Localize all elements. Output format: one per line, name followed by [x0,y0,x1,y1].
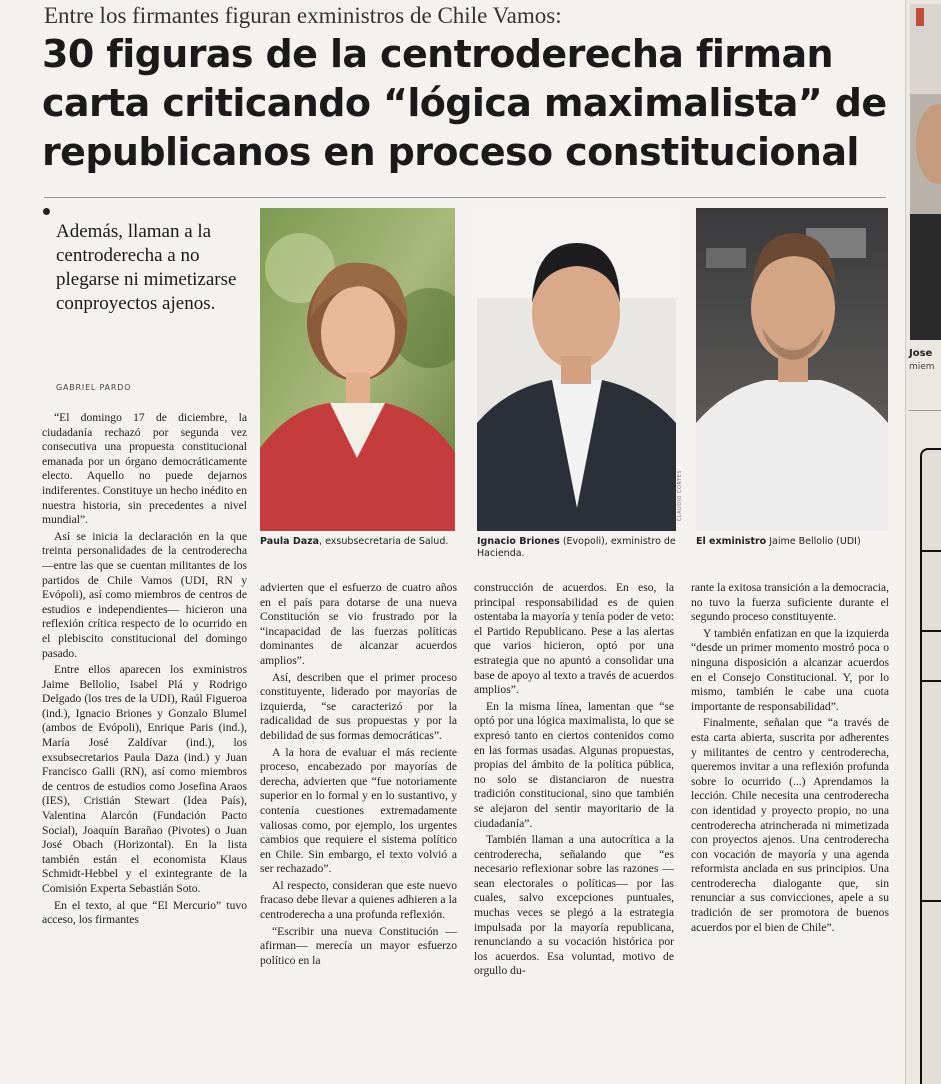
caption-name: Ignacio Briones [477,536,560,547]
paragraph: Así se inicia la declaración en la que treinta personalidades de la centroderecha —entre las que se cuentan militantes de los partidos de Chile Vamos (UDI, RN y Evópoli), así como miembros de centros de estudios e independientes— hicieron una reflexión crítica respecto de lo ocurrido en el plebiscito constitucional del domingo pasado. [42,529,247,660]
byline: GABRIEL PARDO [56,383,132,392]
body-column-3 [474,581,674,1081]
paragraph: construcción de acuerdos. En eso, la principal responsabilidad es de quien ostentaba la mayoría y tenía poder de veto: el Partido Republicano. Pese a las alertas que varios hicieron, optó por una estrategia que no apuntó a consolidar una base de apoyo al texto a través de acuerdos amplios”. [474,581,674,697]
body-column-2 [260,581,457,1081]
paragraph: También llaman a una autocrítica a la centroderecha, señalando que “es necesario reflexionar sobre las razones —sean electorales o políticas— por las cuales, salvo excepciones puntuales, muchas veces se plegó a la estrategia impulsada por la mayoría republicana, renunciando a su vocación histórica por los acuerdos. Esa voluntad, motivo de orgullo du- [474,833,674,978]
headline [42,30,902,177]
adjacent-box [920,448,941,1084]
caption-name: El exministro [696,536,767,547]
headline-line-1: 30 figuras de la centroderecha firman [42,32,833,76]
kicker: Entre los firmantes figuran exministros de Chile Vamos: [44,3,562,28]
body-column-1 [42,411,247,1081]
paragraph: En la misma línea, lamentan que “se optó por una lógica maximalista, lo que se expresó tanto en ciertos contenidos como en las formas usadas. Algunas propuestas, propias del ámbito de la política pública, no solo se distanciaron de nuestra tradición constitucional, sino que también se alejaron del sentir mayoritario de la ciudadanía”. [474,699,674,830]
adjacent-caption-name: Jose [909,348,933,359]
photo-caption-1 [260,536,455,548]
paragraph: Al respecto, consideran que este nuevo fracaso debe llevar a quienes adhieren a la centroderecha a una profunda reflexión. [260,878,457,922]
photo-caption-3 [696,536,888,548]
paragraph: “Escribir una nueva Constitución —afirman— merecía un mayor esfuerzo político en la [260,924,457,967]
headline-divider [44,197,886,198]
body-column-4 [691,581,889,1081]
paragraph: Así, describen que el primer proceso constituyente, liderado por mayorías de izquierda, “se caracterizó por la radicalidad de sus propuestas y por la debilidad de sus formas democráticas”. [260,670,457,742]
paragraph: rante la exitosa transición a la democracia, no tuvo la fuerza suficiente durante el segundo proceso constituyente. [691,581,889,624]
paragraph: A la hora de evaluar el más reciente proceso, encabezado por mayorías de derecha, advierten que “fue notoriamente superior en lo formal y en lo sustantivo, y contenía cuestiones extremadamente valiosas como, por ejemplo, los urgentes cambios que requiere el sistema político en Chile. Sin embargo, el texto volvió a ser rechazado”. [260,745,457,876]
photo-ignacio-briones [477,208,676,531]
photo-jaime-bellolio [696,208,888,531]
adjacent-caption-sub: miem [909,362,935,372]
paragraph: “El domingo 17 de diciembre, la ciudadanía rechazó por segunda vez consecutiva una propuesta constitucional emanada por un órgano democráticamente electo. Aquello no puede dejarnos indiferentes. Constituye un hecho inédito en nuestra historia, sin precedentes a nivel mundial”. [42,411,247,527]
paragraph: Finalmente, señalan que “a través de esta carta abierta, suscrita por adherentes y militantes de centro y centroderecha, queremos invitar a una reflexión profunda sobre lo ocurrido (...) Aprendamos la lección. Chile necesita una centroderecha con identidad y proyecto propio, no una centroderecha atrincherada ni mimetizada con proyectos ajenos. Una centroderecha con vocación de mayoría y una agenda reformista anclada en sus principios. Una centroderecha dialogante que, sin renunciar a sus convicciones, apele a su tradición de ser promotora de buenos acuerdos por el bien de Chile”. [691,716,889,934]
adjacent-article-strip [905,0,941,1084]
photo-paula-daza [260,208,455,531]
caption-desc: Jaime Bellolio (UDI) [766,536,861,547]
subheadline: Además, llaman a la centroderecha a no plegarse ni mimetizarse conproyectos ajenos. [56,221,237,314]
caption-name: Paula Daza [260,536,320,547]
paragraph: Y también enfatizan en que la izquierda “desde un primer momento mostró poca o ninguna disposición a alcanzar acuerdos en el Consejo Constitucional. Y, por lo mismo, también le cabe una cuota importante de responsabilidad”. [691,626,889,713]
paragraph: Entre ellos aparecen los exministros Jaime Bellolio, Isabel Plá y Rodrigo Delgado (los tres de la UDI), Raúl Figueroa (ind.), Ignacio Briones y Gonzalo Blumel (ambos de Evópoli), Enrique Paris (ind.), María José Zaldívar (ind.), los exsubsecretarios Paula Daza (ind.) y Juan Francisco Galli (RN), así como miembros de centros de estudios como Josefina Araos (IES), Cristián Stewart (Idea País), Valentina Alarcón (Fundación Pacto Social), Joaquín Barañao (Pivotes) o Juan José Obach (Horizontal). En la lista también están el economista Klaus Schmidt-Hebbel y el exintegrante de la Comisión Experta Sebastián Soto. [42,663,247,895]
headline-line-3: republicanos en proceso constitucional [42,130,859,174]
photo-credit: CLAUDIO CORTES [677,470,683,522]
caption-desc: (Evopoli), exministro de Hacienda. [477,536,676,559]
paragraph: En el texto, al que “El Mercurio” tuvo acceso, los firmantes [42,898,247,927]
paragraph: advierten que el esfuerzo de cuatro años en el país para dotarse de una nueva Constitución se vio frustrado por la “incapacidad de las fuerzas políticas dominantes de alcanzar acuerdos amplios”. [260,581,457,667]
bullet-dot-icon [43,208,50,215]
caption-desc: , exsubsecretaria de Salud. [319,536,449,547]
adjacent-photo [910,4,941,340]
photo-caption-2 [477,536,676,560]
adjacent-divider [909,410,941,411]
headline-line-2: carta criticando “lógica maximalista” de [42,81,887,125]
